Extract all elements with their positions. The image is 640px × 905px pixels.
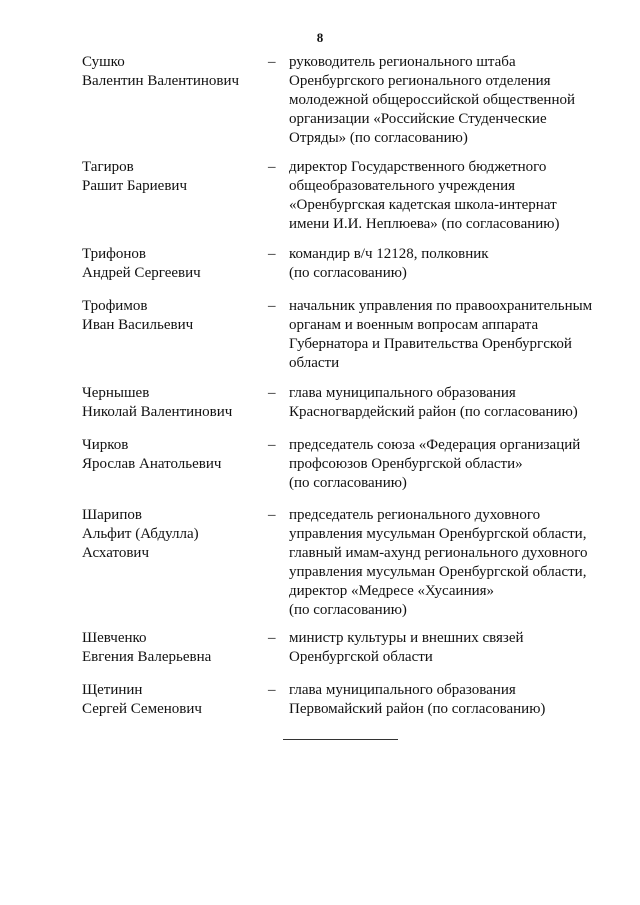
role-line: глава муниципального образования bbox=[289, 385, 516, 401]
member-given-name: Сергей Семенович bbox=[82, 701, 202, 717]
member-surname: Тагиров bbox=[82, 159, 134, 175]
member-given-name: Рашит Бариевич bbox=[82, 178, 187, 194]
member-role bbox=[289, 158, 609, 234]
member-name bbox=[82, 158, 262, 196]
dash-separator: – bbox=[268, 298, 276, 314]
member-surname: Трифонов bbox=[82, 246, 146, 262]
member-role bbox=[289, 53, 609, 148]
dash-separator: – bbox=[268, 54, 276, 70]
member-surname: Сушко bbox=[82, 54, 125, 70]
member-name bbox=[82, 629, 262, 667]
role-line: глава муниципального образования bbox=[289, 682, 516, 698]
dash-separator: – bbox=[268, 437, 276, 453]
role-line: имени И.И. Неплюева» (по согласованию) bbox=[289, 216, 560, 232]
member-role bbox=[289, 629, 609, 667]
member-given-name: Евгения Валерьевна bbox=[82, 649, 212, 665]
role-line: министр культуры и внешних связей bbox=[289, 630, 524, 646]
role-line: Отряды» (по согласованию) bbox=[289, 130, 468, 146]
role-line: Первомайский район (по согласованию) bbox=[289, 701, 546, 717]
dash-separator: – bbox=[268, 682, 276, 698]
member-given-name: Альфит (Абдулла) bbox=[82, 526, 199, 542]
role-line: командир в/ч 12128, полковник bbox=[289, 246, 489, 262]
role-line: председатель регионального духовного bbox=[289, 507, 541, 523]
end-of-list-divider bbox=[283, 739, 398, 740]
role-line: управления мусульман Оренбургской области, bbox=[289, 564, 587, 580]
member-name bbox=[82, 384, 262, 422]
role-line: (по согласованию) bbox=[289, 602, 407, 618]
page-number: 8 bbox=[316, 30, 324, 45]
member-role bbox=[289, 436, 609, 493]
role-line: организации «Российские Студенческие bbox=[289, 111, 547, 127]
member-given-name: Николай Валентинович bbox=[82, 404, 233, 420]
member-role bbox=[289, 384, 609, 422]
member-surname: Шевченко bbox=[82, 630, 147, 646]
member-given-name: Валентин Валентинович bbox=[82, 73, 240, 89]
role-line: директор «Медресе «Хусаиния» bbox=[289, 583, 495, 599]
role-line: управления мусульман Оренбургской области, bbox=[289, 526, 587, 542]
member-given-name: Ярослав Анатольевич bbox=[82, 456, 222, 472]
role-line: области bbox=[289, 355, 340, 371]
member-patronymic: Асхатович bbox=[82, 545, 150, 561]
role-line: Красногвардейский район (по согласованию) bbox=[289, 404, 578, 420]
member-role bbox=[289, 297, 609, 373]
member-surname: Чирков bbox=[82, 437, 129, 453]
dash-separator: – bbox=[268, 246, 276, 262]
role-line: руководитель регионального штаба bbox=[289, 54, 516, 70]
role-line: главный имам-ахунд регионального духовного bbox=[289, 545, 588, 561]
member-surname: Щетинин bbox=[82, 682, 143, 698]
dash-separator: – bbox=[268, 385, 276, 401]
member-role bbox=[289, 506, 609, 620]
role-line: Оренбургской области bbox=[289, 649, 433, 665]
role-line: молодежной общероссийской общественной bbox=[289, 92, 576, 108]
role-line: Оренбургского регионального отделения bbox=[289, 73, 551, 89]
member-given-name: Андрей Сергеевич bbox=[82, 265, 201, 281]
member-name bbox=[82, 681, 262, 719]
member-given-name: Иван Васильевич bbox=[82, 317, 194, 333]
role-line: профсоюзов Оренбургской области» bbox=[289, 456, 523, 472]
member-name bbox=[82, 53, 262, 91]
role-line: органам и военным вопросам аппарата bbox=[289, 317, 539, 333]
member-surname: Чернышев bbox=[82, 385, 150, 401]
dash-separator: – bbox=[268, 507, 276, 523]
role-line: «Оренбургская кадетская школа-интернат bbox=[289, 197, 557, 213]
role-line: начальник управления по правоохранительным bbox=[289, 298, 593, 314]
role-line: директор Государственного бюджетного bbox=[289, 159, 547, 175]
role-line: (по согласованию) bbox=[289, 475, 407, 491]
dash-separator: – bbox=[268, 630, 276, 646]
member-surname: Трофимов bbox=[82, 298, 148, 314]
role-line: Губернатора и Правительства Оренбургской bbox=[289, 336, 572, 352]
member-role bbox=[289, 245, 609, 283]
member-name bbox=[82, 245, 262, 283]
role-line: председатель союза «Федерация организаций bbox=[289, 437, 581, 453]
member-role bbox=[289, 681, 609, 719]
member-name bbox=[82, 436, 262, 474]
dash-separator: – bbox=[268, 159, 276, 175]
role-line: (по согласованию) bbox=[289, 265, 407, 281]
member-surname: Шарипов bbox=[82, 507, 142, 523]
member-name bbox=[82, 297, 262, 335]
member-name bbox=[82, 506, 262, 563]
role-line: общеобразовательного учреждения bbox=[289, 178, 516, 194]
